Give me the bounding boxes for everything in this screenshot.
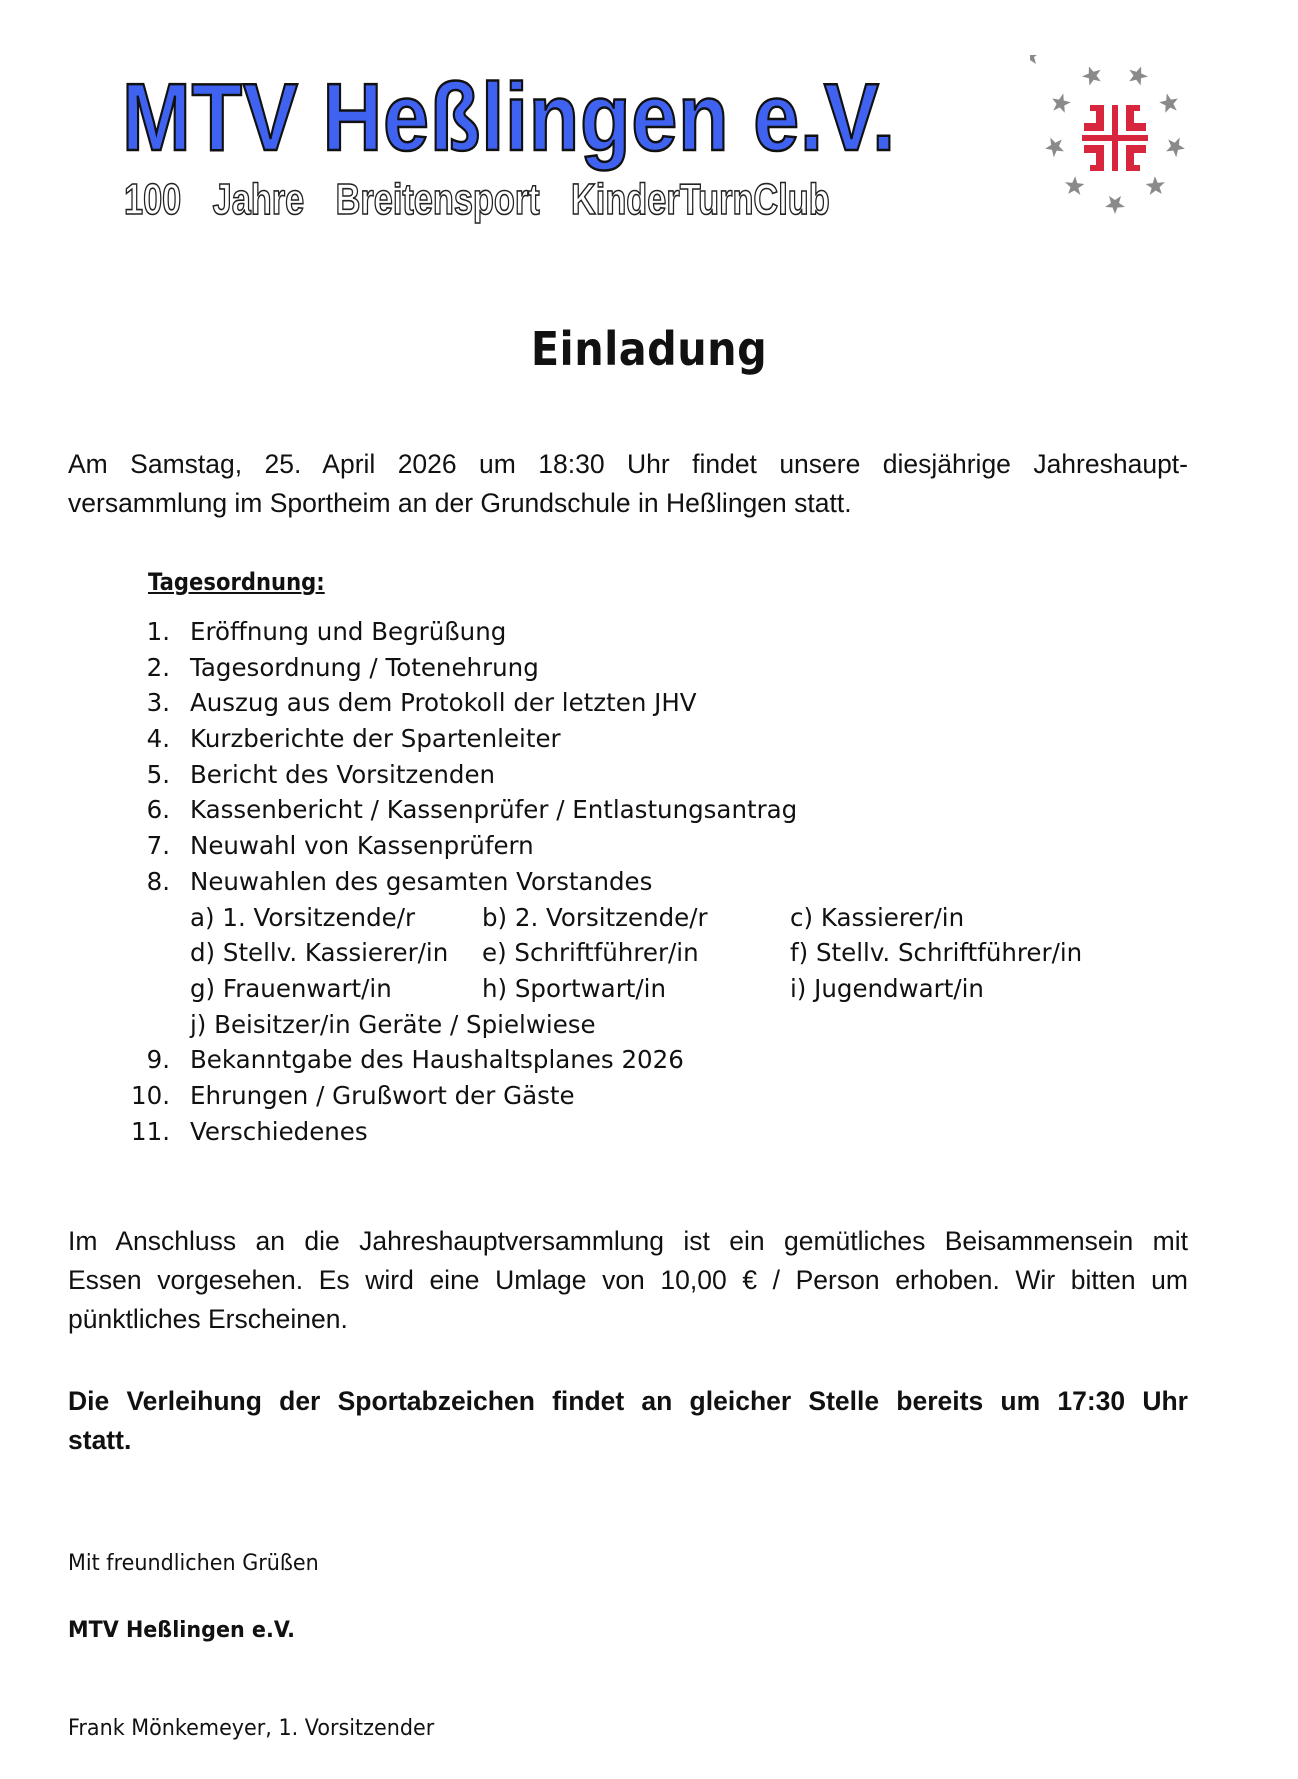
agenda-item-number: 8. [146, 866, 170, 896]
notice-line-2: statt. [68, 1425, 132, 1455]
agenda-item-number: 5. [146, 759, 170, 789]
agenda-item-text: Bericht des Vorsitzenden [190, 759, 496, 789]
logo-graphic [1030, 55, 1200, 225]
closing-line-1: Im Anschluss an die Jahreshauptversammlung ist ein gemütliches Beisammensein mit [68, 1226, 1188, 1256]
agenda-item-number: 9. [146, 1045, 170, 1075]
agenda-item-text: Ehrungen / Grußwort der Gäste [190, 1080, 575, 1110]
signature-organization: MTV Heßlingen e.V. [68, 1617, 296, 1643]
agenda-item-number: 11. [131, 1116, 170, 1146]
agenda-subitem: j) Beisitzer/in Geräte / Spielwiese [190, 1009, 596, 1039]
star-ring [1030, 55, 1187, 214]
agenda-subitem: a) 1. Vorsitzende/r [190, 902, 416, 932]
signature-greeting: Mit freundlichen Grüßen [68, 1550, 319, 1576]
turnerkreuz-logo-icon [1030, 55, 1200, 225]
sportabzeichen-notice [68, 1382, 1188, 1460]
agenda-subitem: d) Stellv. Kassierer/in [190, 938, 449, 968]
turnerkreuz [1082, 105, 1148, 171]
agenda-subitem: i) Jugendwart/in [790, 973, 984, 1003]
closing-line-2: Essen vorgesehen. Es wird eine Umlage von 10,00 € / Person erhoben. Wir bitten um [68, 1265, 1188, 1295]
agenda-subitem: g) Frauenwart/in [190, 973, 392, 1003]
agenda-item-number: 10. [131, 1080, 170, 1110]
agenda-subitem: h) Sportwart/in [482, 973, 666, 1003]
intro-line-1: Am Samstag, 25. April 2026 um 18:30 Uhr findet unsere diesjährige Jahreshaupt- [68, 449, 1188, 479]
agenda-subitem: f) Stellv. Schriftführer/in [790, 938, 1083, 968]
intro-line-2: versammlung im Sportheim an der Grundschule in Heßlingen statt. [68, 488, 852, 518]
closing-paragraph [68, 1222, 1188, 1339]
agenda-item-number: 2. [146, 652, 170, 682]
notice-line-1: Die Verleihung der Sportabzeichen findet an gleicher Stelle bereits um 17:30 Uhr [68, 1386, 1188, 1416]
agenda-item-number: 6. [146, 795, 170, 825]
agenda-item-text: Kurzberichte der Spartenleiter [190, 724, 561, 754]
agenda-item-text: Neuwahlen des gesamten Vorstandes [190, 866, 653, 896]
club-tagline: 100 Jahre Breitensport KinderTurnClub [124, 175, 830, 224]
agenda-item-number: 7. [146, 831, 170, 861]
agenda-item-text: Tagesordnung / Totenehrung [190, 652, 539, 682]
agenda-item-text: Verschiedenes [190, 1116, 368, 1146]
agenda-heading: Tagesordnung: [148, 568, 325, 596]
agenda-item-number: 4. [146, 724, 170, 754]
signature-name: Frank Mönkemeyer, 1. Vorsitzender [68, 1715, 435, 1741]
agenda-subitem: c) Kassierer/in [790, 902, 965, 932]
club-name-banner: MTV Heßlingen e.V. [122, 64, 896, 171]
agenda-subitem: b) 2. Vorsitzende/r [482, 902, 708, 932]
page-title: Einladung [530, 322, 768, 376]
agenda-item-text: Kassenbericht / Kassenprüfer / Entlastungsantrag [190, 795, 798, 825]
agenda-item-text: Auszug aus dem Protokoll der letzten JHV [190, 688, 697, 718]
agenda-item-text: Neuwahl von Kassenprüfern [190, 831, 534, 861]
intro-paragraph [68, 445, 1188, 523]
agenda-item-number: 1. [146, 617, 170, 646]
agenda-item-number: 3. [146, 688, 170, 718]
agenda-subitem: e) Schriftführer/in [482, 938, 699, 968]
agenda-item-text: Bekanntgabe des Haushaltsplanes 2026 [190, 1045, 684, 1075]
agenda-item-text: Eröffnung und Begrüßung [190, 617, 507, 646]
closing-line-3: pünktliches Erscheinen. [68, 1304, 348, 1334]
